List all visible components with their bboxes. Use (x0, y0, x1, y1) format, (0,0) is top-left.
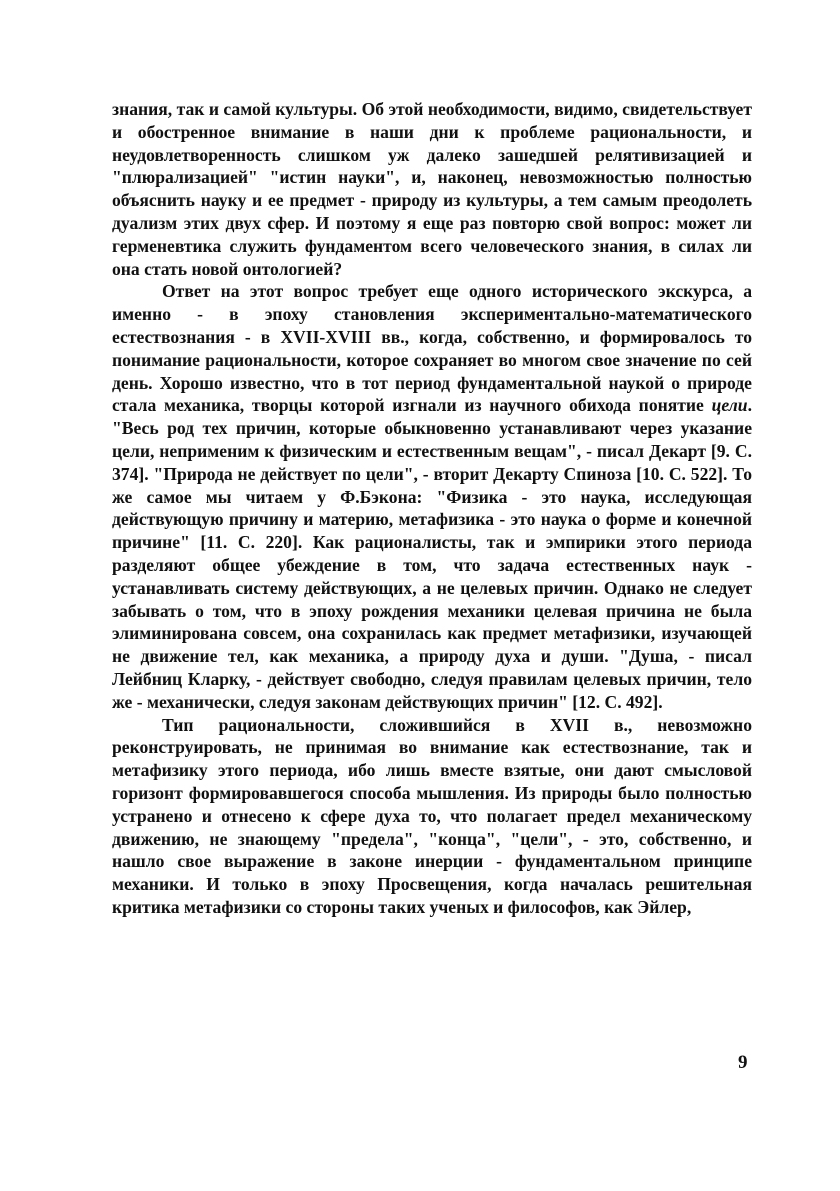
page-number: 9 (738, 1052, 748, 1073)
paragraph-2-text-after: . "Весь род тех причин, которые обыкновенно устанавливают через указание цели, неприменим к физическим и естественным вещам", - писал Декарт [9. С. 374]. "Природа не действует по цели", - вторит Декарту Спиноза [10. С. 522]. То же самое мы читаем у Ф.Бэкона: "Физика - это наука, исследующая действующую причину и материю, метафизика - это наука о форме и конечной причине" [11. С. 220]. Как рационалисты, так и эмпирики этого периода разделяют общее убеждение в том, что задача естественных наук - устанавливать систему действующих, а не целевых причин. Однако не следует забывать о том, что в эпоху рождения механики целевая причина не была элиминирована совсем, она сохранилась как предмет метафизики, изучающей не движение тел, как механика, а природу духа и души. "Душа, - писал Лейбниц Кларку, - действует свободно, следуя правилам целевых причин, тело же - механически, следуя законам действующих причин" [12. С. 492]. (112, 395, 752, 712)
paragraph-2-emphasis: цели (711, 395, 748, 416)
paragraph-1: знания, так и самой культуры. Об этой необходимости, видимо, свидетельствует и обостренное внимание в наши дни к проблеме рациональности, и неудовлетворенность слишком уж далеко зашедшей релятивизацией и "плюрализацией" "истин науки", и, наконец, невозможностью полностью объяснить науку и ее предмет - природу из культуры, а тем самым преодолеть дуализм этих двух сфер. И поэтому я еще раз повторю свой вопрос: может ли герменевтика служить фундаментом всего человеческого знания, в силах ли она стать новой онтологией? (112, 99, 752, 279)
paragraph-2 (112, 280, 752, 713)
paragraph-2-text-before: Ответ на этот вопрос требует еще одного исторического экскурса, а именно - в эпоху становления экспериментально-математического естествознания - в XVII-XVIII вв., когда, собственно, и формировалось то понимание рациональности, которое сохраняет во многом свое значение по сей день. Хорошо известно, что в тот период фундаментальной наукой о природе стала механика, творцы которой изгнали из научного обихода понятие (112, 281, 752, 416)
body-text (112, 98, 752, 919)
paragraph-3: Тип рациональности, сложившийся в XVII в., невозможно реконструировать, не принимая во внимание как естествознание, так и метафизику этого периода, ибо лишь вместе взятые, они дают смысловой горизонт формировавшегося способа мышления. Из природы было полностью устранено и отнесено к сфере духа то, что полагает предел механическому движению, не знающему "предела", "конца", "цели", - это, собственно, и нашло свое выражение в законе инерции - фундаментальном принципе механики. И только в эпоху Просвещения, когда началась решительная критика метафизики со стороны таких ученых и философов, как Эйлер, (112, 714, 752, 917)
